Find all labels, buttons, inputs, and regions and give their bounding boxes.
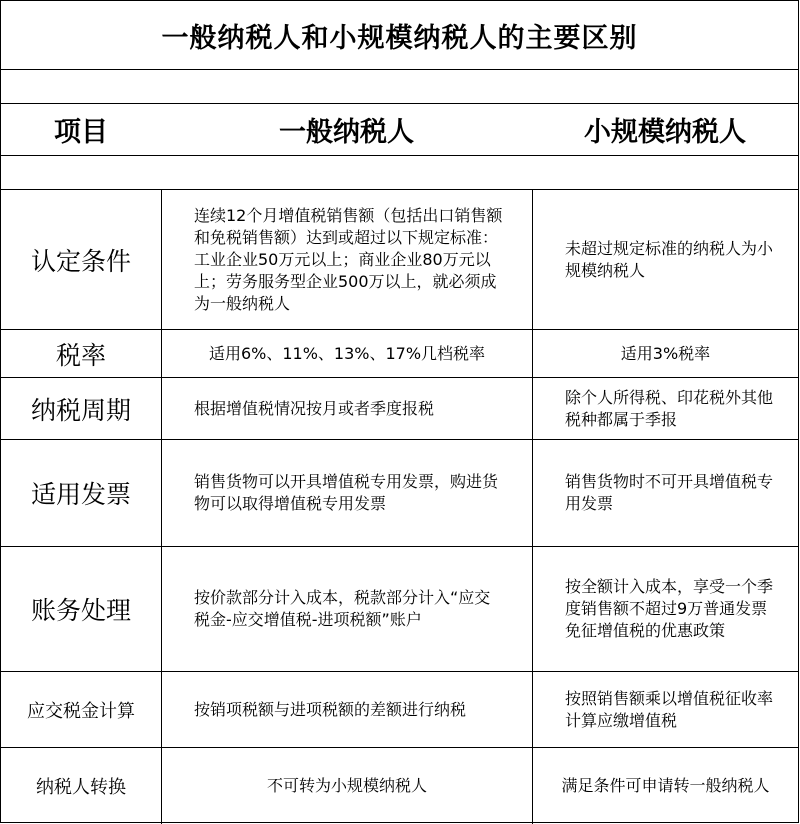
general-cell — [161, 672, 532, 747]
general-text: 按价款部分计入成本，税款部分计入“应交税金-应交增值税-进项税额”账户 — [194, 588, 491, 629]
row-label: 应交税金计算 — [27, 700, 135, 722]
general-text: 连续12个月增值税销售额（包括出口销售额和免税销售额）达到或超过以下规定标准：工业企业50万元以上；商业企业80万元以上；劳务服务型企业500万以上，就必须成为一般纳税人 — [194, 205, 503, 313]
general-cell — [161, 330, 532, 377]
general-text: 不可转为小规模纳税人 — [266, 776, 427, 795]
general-cell — [161, 190, 532, 329]
blank-row — [1, 70, 798, 104]
table-row — [1, 547, 798, 672]
general-text: 根据增值税情况按月或者季度报税 — [194, 398, 435, 418]
general-cell — [161, 378, 532, 439]
small-cell — [532, 378, 798, 439]
table-row — [1, 190, 798, 330]
row-label: 适用发票 — [30, 480, 131, 509]
small-cell — [532, 330, 798, 377]
general-text: 销售货物可以开具增值税专用发票，购进货物可以取得增值税专用发票 — [194, 472, 499, 513]
row-label: 账务处理 — [30, 596, 131, 625]
table-row — [1, 330, 798, 378]
table-row — [1, 440, 798, 547]
small-cell — [532, 672, 798, 747]
general-text: 适用6%、11%、13%、17%几档税率 — [208, 343, 486, 363]
row-label: 纳税周期 — [30, 395, 131, 425]
small-text: 销售货物时不可开具增值税专用发票 — [565, 472, 774, 513]
table-row — [1, 748, 798, 824]
general-text: 按销项税额与进项税额的差额进行纳税 — [194, 699, 467, 719]
row-label: 认定条件 — [30, 246, 131, 276]
small-text: 满足条件可申请转一般纳税人 — [561, 776, 770, 795]
small-cell — [532, 547, 798, 671]
blank-row — [1, 156, 798, 190]
header-row — [1, 104, 798, 156]
row-label: 税率 — [55, 340, 106, 370]
small-text: 按照销售额乘以增值税征收率计算应缴增值税 — [565, 688, 774, 730]
general-cell — [161, 547, 532, 671]
small-text: 按全额计入成本，享受一个季度销售额不超过9万普通发票免征增值税的优惠政策 — [565, 577, 774, 640]
header-general-taxpayer: 一般纳税人 — [279, 117, 414, 148]
header-item: 项目 — [54, 117, 108, 148]
general-cell — [161, 748, 532, 824]
small-cell — [532, 440, 798, 546]
table-title — [1, 1, 798, 70]
small-text: 适用3%税率 — [620, 343, 711, 363]
row-label: 纳税人转换 — [36, 777, 126, 798]
header-small-taxpayer: 小规模纳税人 — [584, 117, 746, 148]
table-title-text: 一般纳税人和小规模纳税人的主要区别 — [161, 22, 638, 54]
small-cell — [532, 190, 798, 329]
small-text: 除个人所得税、印花税外其他税种都属于季报 — [565, 387, 774, 429]
small-text: 未超过规定标准的纳税人为小规模纳税人 — [565, 238, 774, 280]
table-row — [1, 378, 798, 440]
table-row — [1, 672, 798, 748]
small-cell — [532, 748, 798, 824]
general-cell — [161, 440, 532, 546]
